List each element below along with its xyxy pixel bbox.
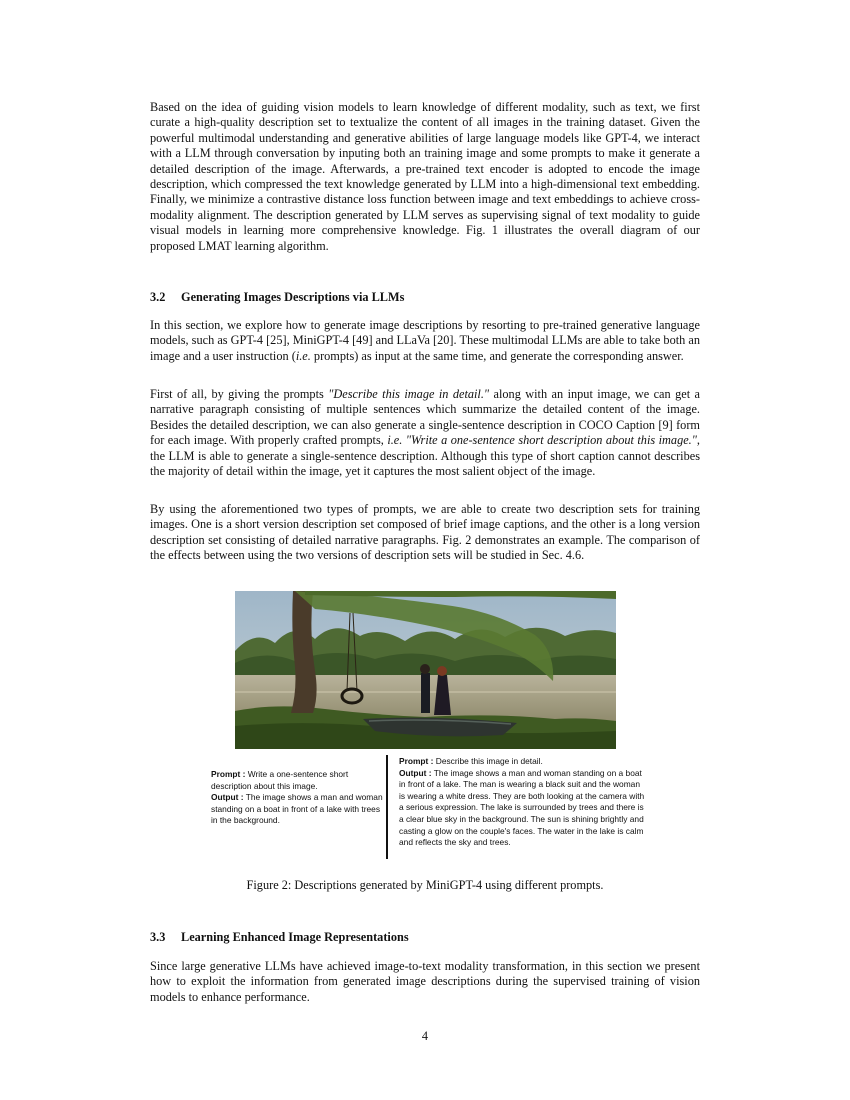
section-number: 3.2	[150, 290, 166, 304]
output-text: The image shows a man and woman standing on a boat in front of a lake. The man is wearing a black suit and the woman is wearing a white dress. They are both looking at the camera with a serious expression. The lake is surrounded by trees and there is a clear blue sky in the background. The sun is shining brightly and casting a glow on the couple's faces. The water in the lake is calm and reflects the sky and trees.	[399, 767, 645, 848]
prompt-label: Prompt :	[211, 769, 246, 779]
section-3-3-paragraph-1: Since large generative LLMs have achieved image-to-text modality transformation, in this section we present how to exploit the information from generated image descriptions during the supervised training of vision models to enhance performance.	[150, 959, 700, 1004]
page-number: 4	[421, 1029, 429, 1043]
section-heading-3-3	[150, 930, 409, 945]
intro-paragraph: Based on the idea of guiding vision models to learn knowledge of different modality, such as text, we first curate a high-quality description set to textualize the content of all images in the training dataset. Given the powerful multimodal understanding and generative abilities of large language models like GPT-4, we interact with a LLM through conversation by inputing both an training image and some prompts to make it generate a detailed description of the image. Afterwards, a pre-trained text encoder is adopted to encode the image description, which compressed the text knowledge generated by LLM into a high-dimensional text embedding. Finally, we minimize a contrastive distance loss function between image and text embeddings to achieve cross-modality alignment. The description generated by LLM serves as supervising signal of text modality to guide visual models in learning more comprehensive knowledge. Fig. 1 illustrates the overall diagram of our proposed LMAT learning algorithm.	[150, 100, 700, 253]
section-title: Learning Enhanced Image Representations	[181, 930, 409, 944]
section-number: 3.3	[150, 930, 166, 944]
output-label: Output :	[399, 767, 432, 778]
caption-divider	[386, 755, 388, 859]
prompt-text: Describe this image in detail.	[433, 756, 543, 766]
section-3-2-paragraph-2: First of all, by giving the prompts "Describe this image in detail." along with an input image, we can get a narrative paragraph consisting of multiple sentences which summarize the detailed content of the image. Besides the detailed description, we can also generate a single-sentence description in COCO Caption [9] form for each image. With properly crafted prompts, i.e. "Write a one-sentence short description about this image.", the LLM is able to generate a single-sentence description. Although this type of short caption cannot describes the majority of detail within the image, yet it captures the most salient object of the image.	[150, 387, 700, 479]
section-heading-3-2	[150, 290, 404, 305]
figure-photo-couple-by-lake	[235, 591, 616, 749]
figure-caption: Figure 2: Descriptions generated by MiniGPT-4 using different prompts.	[246, 878, 604, 892]
prompt-text: Write a one-sentence short description about this image.	[211, 769, 349, 791]
section-title: Generating Images Descriptions via LLMs	[181, 290, 405, 304]
detailed-prompt-caption	[399, 756, 647, 849]
prompt-label: Prompt :	[399, 756, 434, 766]
short-prompt-caption	[211, 769, 383, 827]
section-3-2-paragraph-1: In this section, we explore how to generate image descriptions by resorting to pre-trained generative language models, such as GPT-4 [25], MiniGPT-4 [49] and LLaVa [20]. These multimodal LLMs are able to take both an image and a user instruction (i.e. prompts) as input at the same time, and generate the corresponding answer.	[150, 318, 700, 363]
output-label: Output :	[211, 792, 244, 803]
output-text: The image shows a man and woman standing on a boat in front of a lake with trees in the background.	[211, 792, 383, 826]
section-3-2-paragraph-3: By using the aforementioned two types of prompts, we are able to create two description sets for training images. One is a short version description set composed of brief image captions, and the other is a long version description set consisting of detailed narrative paragraphs. Fig. 2 demonstrates an example. The comparison of the effects between using the two versions of description sets will be studied in Sec. 4.6.	[150, 502, 700, 563]
